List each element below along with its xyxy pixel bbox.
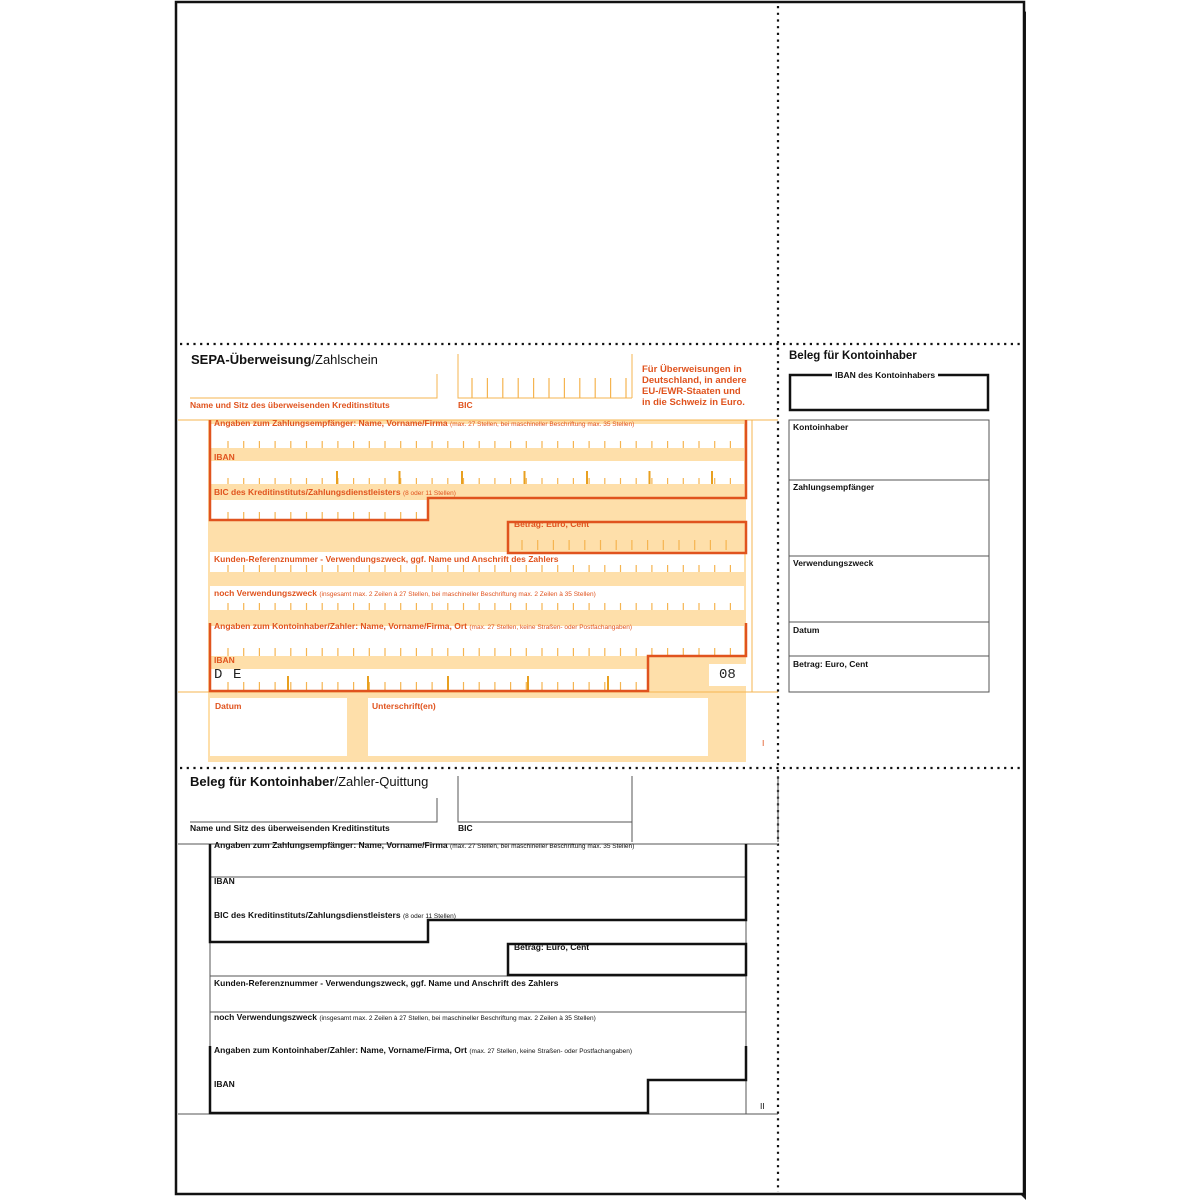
- upper-bic-label: BIC: [458, 400, 473, 410]
- lower-bic-institute-label: BIC des Kreditinstituts/Zahlungsdienstleisters (8 oder 11 Stellen): [214, 910, 456, 920]
- lower-payer-label: Angaben zum Kontoinhaber/Zahler: Name, Vorname/Firma, Ort (max. 27 Stellen, keine Straßen- oder Postfachangaben): [214, 1045, 632, 1055]
- form-code: 08: [719, 667, 736, 683]
- upper-iban-label: IBAN: [214, 452, 235, 462]
- receipt-field-zahlungsempfaenger: Zahlungsempfänger: [793, 482, 875, 492]
- upper-bank-name-label: Name und Sitz des überweisenden Kreditinstituts: [190, 400, 390, 410]
- receipt-field-verwendungszweck: Verwendungszweck: [793, 558, 874, 568]
- upper-amount-label: Betrag: Euro, Cent: [514, 519, 590, 529]
- iban-prefix-d: D: [214, 667, 223, 683]
- lower-form-title: Beleg für Kontoinhaber/Zahler-Quittung: [190, 774, 429, 789]
- lower-bank-name-label: Name und Sitz des überweisenden Kreditinstituts: [190, 823, 390, 833]
- upper-purpose-label: noch Verwendungszweck (insgesamt max. 2 Zeilen à 27 Stellen, bei maschineller Beschriftung max. 2 Zeilen à 35 Stellen): [214, 588, 596, 598]
- lower-amount-label: Betrag: Euro, Cent: [514, 942, 590, 952]
- upper-reference-label: Kunden-Referenznummer - Verwendungszweck, ggf. Name und Anschrift des Zahlers: [214, 554, 559, 564]
- lower-reference-label: Kunden-Referenznummer - Verwendungszweck, ggf. Name und Anschrift des Zahlers: [214, 978, 559, 988]
- upper-form-title: SEPA-Überweisung/Zahlschein: [191, 352, 378, 367]
- lower-iban-label: IBAN: [214, 876, 235, 886]
- upper-form-note: Für Überweisungen in Deutschland, in andere EU-/EWR-Staaten und in die Schweiz in Euro.: [642, 364, 747, 408]
- lower-payer-iban-label: IBAN: [214, 1079, 235, 1089]
- receipt-field-betrag: Betrag: Euro, Cent: [793, 659, 869, 669]
- upper-side-mark: I: [762, 738, 765, 748]
- receipt-field-datum: Datum: [793, 625, 820, 635]
- upper-signature-label: Unterschrift(en): [372, 701, 436, 711]
- upper-payer-label: Angaben zum Kontoinhaber/Zahler: Name, Vorname/Firma, Ort (max. 27 Stellen, keine Straßen- oder Postfachangaben): [214, 621, 632, 631]
- upper-payer-iban-label: IBAN: [214, 655, 235, 665]
- lower-purpose-label: noch Verwendungszweck (insgesamt max. 2 Zeilen à 27 Stellen, bei maschineller Beschriftung max. 2 Zeilen à 35 Stellen): [214, 1012, 596, 1022]
- lower-bic-label: BIC: [458, 823, 473, 833]
- receipt-iban-label: IBAN des Kontoinhabers: [832, 370, 938, 380]
- receipt-field-kontoinhaber: Kontoinhaber: [793, 422, 849, 432]
- upper-bic-institute-label: BIC des Kreditinstituts/Zahlungsdienstleisters (8 oder 11 Stellen): [214, 487, 456, 497]
- upper-date-label: Datum: [215, 701, 242, 711]
- upper-payee-label: Angaben zum Zahlungsempfänger: Name, Vorname/Firma (max. 27 Stellen, bei maschineller Beschriftung max. 35 Stellen): [214, 418, 635, 428]
- lower-side-mark: II: [760, 1101, 765, 1111]
- lower-payee-label: Angaben zum Zahlungsempfänger: Name, Vorname/Firma (max. 27 Stellen, bei maschineller Beschriftung max. 35 Stellen): [214, 840, 635, 850]
- receipt-title: Beleg für Kontoinhaber: [789, 350, 917, 362]
- iban-prefix-e: E: [233, 667, 242, 683]
